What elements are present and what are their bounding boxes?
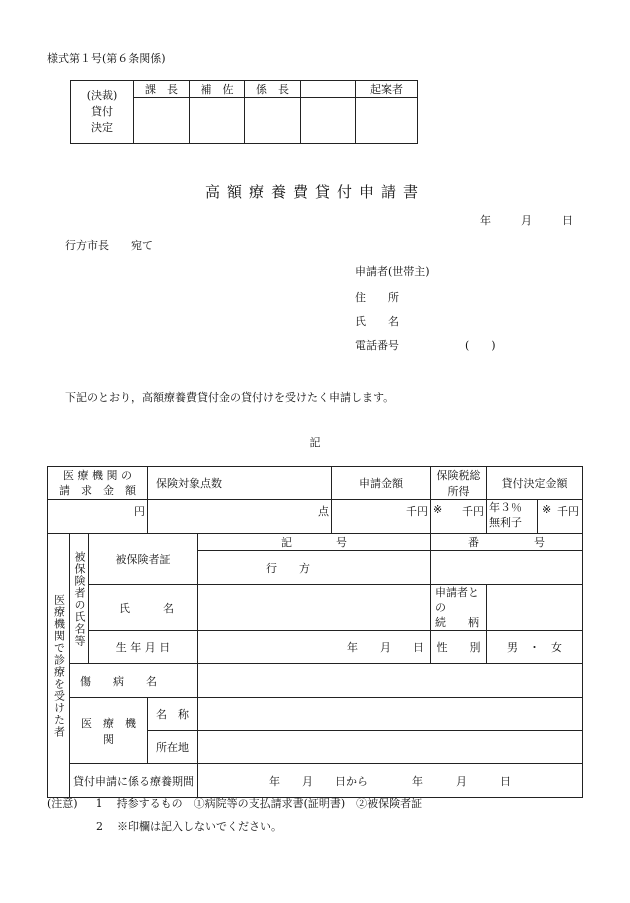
ten-unit: 点	[318, 505, 330, 518]
approval-header-hosa: 補 佐	[190, 81, 245, 98]
form-number-label: 様式第１号(第６条関係)	[47, 52, 166, 65]
ki-label: 記	[309, 436, 321, 449]
institution-name-input[interactable]	[198, 698, 583, 731]
note-1-text: 持参するもの ①病院等の支払請求書(証明書) ②被保険者証	[116, 797, 423, 810]
kome-mark-2: ※	[542, 503, 552, 516]
note-1	[47, 795, 422, 811]
note-2-text: ※印欄は記入しないでください。	[117, 820, 282, 833]
insurance-card-label: 被保険者証	[89, 534, 198, 585]
claim-amount-input[interactable]	[48, 500, 148, 534]
note-2-number: 2	[96, 820, 103, 833]
points-header	[148, 467, 332, 500]
bangou-input[interactable]	[431, 551, 583, 585]
approval-stamp-kacho[interactable]	[134, 98, 190, 144]
applicant-address-label: 住 所	[355, 291, 399, 304]
decision-header: 貸付決定金額	[487, 467, 583, 500]
approval-header-kacho: 課 長	[134, 81, 190, 98]
phone-parens: ( )	[465, 339, 496, 352]
points-header-text: 保険対象点数	[156, 477, 223, 490]
points-input[interactable]	[148, 500, 332, 534]
patient-section-vertical-text: 医療機関で診療を受けた者	[52, 593, 66, 738]
kigou-input[interactable]	[198, 551, 431, 585]
applicant-phone-label: 電話番号	[355, 339, 399, 352]
approval-stamp-kakaricho[interactable]	[245, 98, 301, 144]
institution-address-label: 所在地	[148, 731, 198, 764]
application-date	[480, 212, 573, 228]
date-day: 日	[562, 214, 573, 227]
disease-label: 傷 病 名	[70, 664, 198, 698]
institution-name-label: 名 称	[148, 698, 198, 731]
approval-stamp-hosa[interactable]	[190, 98, 245, 144]
relation-line1: 申請者との	[435, 586, 480, 614]
approval-table	[70, 80, 418, 144]
applicant-heading: 申請者(世帯主)	[355, 265, 430, 278]
name-input[interactable]	[198, 585, 431, 631]
tax-header: 保険税総所得	[431, 467, 487, 500]
birth-date-text: 年 月 日	[347, 641, 425, 654]
amount-input[interactable]	[332, 500, 431, 534]
relation-input[interactable]	[487, 585, 583, 631]
sex-label: 性 別	[431, 631, 487, 664]
sex-values: 男 ・ 女	[507, 641, 563, 654]
senen-unit-2: 千円	[462, 505, 485, 518]
kessai-label: (決裁)	[86, 89, 118, 102]
medical-claim-line2: 請 求 金 額	[59, 484, 136, 497]
medical-claim-line1: 医 療 機 関 の	[63, 469, 132, 482]
patient-section-label	[48, 534, 70, 798]
institution-address-input[interactable]	[198, 731, 583, 764]
kigou-header: 記 号	[198, 534, 431, 551]
period-value-text: 年 月 日から 年 月 日	[269, 774, 512, 788]
bangou-header: 番 号	[431, 534, 583, 551]
birth-label: 生 年 月 日	[89, 631, 198, 664]
addressee: 行方市長 宛て	[65, 239, 153, 252]
document-title: 高額療養費貸付申請書	[204, 183, 425, 201]
senen-unit-1: 千円	[406, 505, 429, 518]
disease-input[interactable]	[198, 664, 583, 698]
yen-unit: 円	[134, 505, 146, 518]
namegata-text: 行 方	[266, 561, 311, 575]
tax-input[interactable]	[431, 500, 487, 534]
sex-input[interactable]	[487, 631, 583, 664]
approval-header-kakaricho: 係 長	[245, 81, 301, 98]
period-label: 貸付申請に係る療養期間	[70, 764, 198, 798]
birth-input[interactable]	[198, 631, 431, 664]
kettei-label: 決定	[91, 121, 113, 134]
decision-input[interactable]	[487, 500, 583, 534]
date-year: 年	[480, 214, 491, 227]
approval-header-kiansha: 起案者	[356, 81, 418, 98]
kashitsuke-label: 貸付	[91, 105, 113, 118]
amount-header: 申請金額	[332, 467, 431, 500]
applicant-name-label: 氏 名	[355, 315, 399, 328]
senen-unit-3: 千円	[557, 505, 580, 518]
approval-kessai-cell	[71, 81, 134, 144]
note-2	[96, 818, 282, 834]
approval-stamp-kiansha[interactable]	[356, 98, 418, 144]
notes-prefix: (注意)	[47, 797, 78, 810]
approval-stamp-blank[interactable]	[301, 98, 356, 144]
note-1-number: 1	[95, 797, 103, 810]
kome-mark-1: ※	[433, 503, 443, 516]
rate-line1: 年３％	[489, 501, 523, 514]
approval-header-blank	[301, 81, 356, 98]
institution-label: 医 療 機 関	[70, 698, 148, 764]
relation-line2: 続 柄	[435, 616, 480, 629]
medical-claim-header	[48, 467, 148, 500]
request-statement: 下記のとおり，高額療養費貸付金の貸付けを受けたく申請します。	[65, 391, 395, 404]
insured-person-label	[70, 534, 89, 664]
name-label: 氏 名	[89, 585, 198, 631]
relation-label	[431, 585, 487, 631]
insured-person-vertical-text: 被保険者の氏名等	[73, 550, 86, 647]
date-month: 月	[521, 214, 532, 227]
rate-line2: 無利子	[489, 516, 523, 529]
application-table	[47, 466, 583, 798]
period-input[interactable]	[198, 764, 583, 798]
